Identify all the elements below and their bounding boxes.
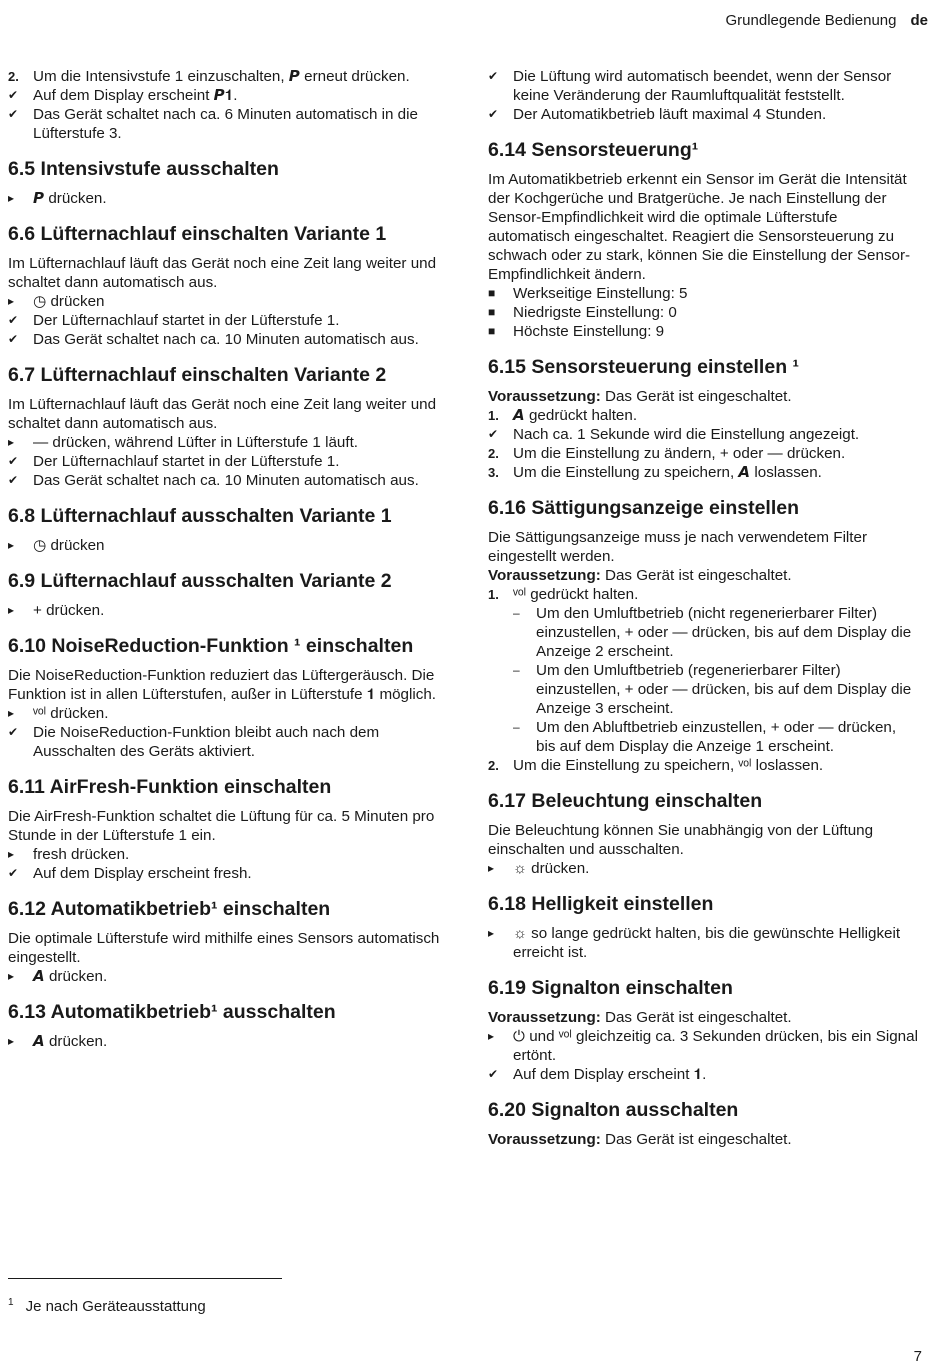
list-item-text: ◷ drücken (33, 293, 105, 310)
bullet-marker: ■ (488, 324, 496, 338)
running-header (726, 11, 929, 30)
section-heading: 6.20 Signalton ausschalten (488, 1099, 739, 1121)
arrow-marker: ▸ (8, 1034, 15, 1048)
list-item (488, 859, 918, 878)
list-item (8, 967, 440, 986)
list-item (8, 723, 440, 761)
list-item (8, 864, 440, 883)
section (488, 892, 918, 962)
list-item-text: Die Lüftung wird automatisch beendet, wenn der Sensor keine Veränderung der Raumluftqualität feststellt. (513, 68, 892, 104)
list-item-text: Höchste Einstellung: 9 (513, 323, 665, 340)
list-item (488, 463, 918, 482)
list-item (488, 444, 918, 463)
left-column (8, 67, 440, 1051)
section (8, 363, 440, 490)
num-marker: 1. (488, 408, 499, 423)
list-item (488, 756, 918, 775)
list-item-text: + drücken. (33, 602, 105, 619)
section (488, 138, 918, 341)
list-item (8, 471, 440, 490)
bullet-marker: ■ (488, 286, 496, 300)
check-marker: ✔ (8, 332, 19, 346)
list-item-text: Um den Umluftbetrieb (regenerierbarer Filter) einzustellen, + oder — drücken, bis auf dem Display die Anzeige 3 erscheint. (536, 662, 912, 717)
section (488, 496, 918, 775)
section (8, 897, 440, 986)
list-item (8, 845, 440, 864)
paragraph: Die optimale Lüfterstufe wird mithilfe eines Sensors automatisch eingestellt. (8, 930, 440, 966)
paragraph: Im Automatikbetrieb erkennt ein Sensor im Gerät die Intensität der Kochgerüche und Bratgerüche. Je nach Einstellung der Sensor-Empfindlichkeit wird die optimale Lüfterstufe automatisch eingeschaltet. Reagiert die Sensorsteuerung zu schwach oder zu stark, können Sie die Einstellung der Sensor-Empfindlichkeit ändern. (488, 171, 911, 283)
list-item (8, 86, 440, 105)
section (488, 789, 918, 878)
num-marker: 2. (488, 446, 499, 461)
list-item-text: Um den Umluftbetrieb (nicht regenerierbarer Filter) einzustellen, + oder — drücken, bis auf dem Display die Anzeige 2 erscheint. (536, 605, 912, 660)
sub-marker: – (513, 720, 520, 734)
num-marker: 2. (8, 69, 19, 84)
section (8, 504, 440, 555)
list-item-text: ᵛᵒˡ drücken. (33, 705, 109, 722)
list-item (488, 67, 918, 105)
check-marker: ✔ (488, 427, 499, 441)
paragraph: Im Lüfternachlauf läuft das Gerät noch eine Zeit lang weiter und schaltet dann automatisch aus. (8, 396, 437, 432)
list-item (488, 105, 918, 124)
list-item (488, 661, 918, 718)
list-item-text: ◷ drücken (33, 537, 105, 554)
section (8, 634, 440, 761)
list-item-text: Die NoiseReduction-Funktion bleibt auch nach dem Ausschalten des Geräts aktiviert. (33, 724, 380, 760)
list-item (8, 536, 440, 555)
prerequisite-text: Das Gerät ist eingeschaltet. (600, 567, 792, 584)
list-item (488, 406, 918, 425)
list-item-text: Um die Intensivstufe 1 einzuschalten, 𝙋 erneut drücken. (33, 68, 410, 85)
list-item (8, 67, 440, 86)
list-item (8, 105, 440, 143)
section (8, 157, 440, 208)
section-heading: 6.13 Automatikbetrieb¹ ausschalten (8, 1001, 336, 1023)
check-marker: ✔ (8, 107, 19, 121)
prerequisite-label: Voraussetzung: (488, 388, 601, 405)
list-item (488, 303, 918, 322)
section-heading: 6.15 Sensorsteuerung einstellen ¹ (488, 356, 800, 378)
list-item-text: — drücken, während Lüfter in Lüfterstufe 1 läuft. (33, 434, 359, 451)
paragraph: Im Lüfternachlauf läuft das Gerät noch eine Zeit lang weiter und schaltet dann automatisch aus. (8, 255, 437, 291)
list-item (8, 601, 440, 620)
prerequisite-label: Voraussetzung: (488, 567, 601, 584)
arrow-marker: ▸ (488, 1029, 495, 1043)
list-item-text: Um die Einstellung zu speichern, ᵛᵒˡ loslassen. (513, 757, 824, 774)
list-item-text: 𝘼 drücken. (33, 1033, 108, 1050)
list-item (8, 433, 440, 452)
page-number: 7 (913, 1348, 922, 1365)
list-item (8, 311, 440, 330)
prerequisite (488, 387, 918, 406)
prerequisite (488, 566, 918, 585)
list-item (8, 189, 440, 208)
arrow-marker: ▸ (8, 706, 15, 720)
prerequisite (488, 1008, 918, 1027)
check-marker: ✔ (488, 69, 499, 83)
section-heading: 6.16 Sättigungsanzeige einstellen (488, 497, 800, 519)
check-marker: ✔ (8, 88, 19, 102)
prerequisite-text: Das Gerät ist eingeschaltet. (600, 1009, 792, 1026)
section (488, 1098, 918, 1149)
sub-marker: – (513, 663, 520, 677)
section-heading: 6.12 Automatikbetrieb¹ einschalten (8, 898, 331, 920)
arrow-marker: ▸ (8, 294, 15, 308)
num-marker: 3. (488, 465, 499, 480)
section-heading: 6.6 Lüfternachlauf einschalten Variante 1 (8, 223, 387, 245)
prerequisite-label: Voraussetzung: (488, 1009, 601, 1026)
list-item (488, 585, 918, 604)
check-marker: ✔ (8, 313, 19, 327)
section (488, 976, 918, 1084)
list-item-text: fresh drücken. (33, 846, 130, 863)
list-item (8, 1032, 440, 1051)
check-marker: ✔ (8, 725, 19, 739)
list-item (488, 718, 918, 756)
prerequisite-label: Voraussetzung: (488, 1131, 601, 1148)
list-item-text: 𝘼 drücken. (33, 968, 108, 985)
arrow-marker: ▸ (8, 969, 15, 983)
section-heading: 6.14 Sensorsteuerung¹ (488, 139, 699, 161)
check-marker: ✔ (8, 866, 19, 880)
list-item-text: Auf dem Display erscheint 𝙋𝟏. (33, 87, 238, 104)
header-section: Grundlegende Bedienung (725, 12, 897, 29)
list-item (8, 704, 440, 723)
list-item-text: ⏻ und ᵛᵒˡ gleichzeitig ca. 3 Sekunden drücken, bis ein Signal ertönt. (513, 1028, 918, 1064)
list-item (488, 1065, 918, 1084)
list-item-text: Auf dem Display erscheint fresh. (33, 865, 252, 882)
check-marker: ✔ (8, 473, 19, 487)
section (8, 222, 440, 349)
list-item-text: ☼ so lange gedrückt halten, bis die gewünschte Helligkeit erreicht ist. (513, 925, 901, 961)
section-heading: 6.8 Lüfternachlauf ausschalten Variante 1 (8, 505, 392, 527)
list-item (488, 284, 918, 303)
list-item (8, 330, 440, 349)
list-item (8, 452, 440, 471)
arrow-marker: ▸ (8, 847, 15, 861)
list-item-text: Das Gerät schaltet nach ca. 10 Minuten automatisch aus. (33, 331, 419, 348)
arrow-marker: ▸ (488, 926, 495, 940)
footnote-divider (8, 1278, 282, 1279)
section-heading: 6.17 Beleuchtung einschalten (488, 790, 763, 812)
arrow-marker: ▸ (8, 538, 15, 552)
list-item (488, 604, 918, 661)
list-item-text: Niedrigste Einstellung: 0 (513, 304, 677, 321)
list-item (488, 425, 918, 444)
list-item-text: Das Gerät schaltet nach ca. 10 Minuten automatisch aus. (33, 472, 419, 489)
arrow-marker: ▸ (488, 861, 495, 875)
list-item (488, 924, 918, 962)
list-item-text: 𝘼 gedrückt halten. (513, 407, 638, 424)
list-item-text: Um den Abluftbetrieb einzustellen, + oder — drücken, bis auf dem Display die Anzeige 1 erscheint. (536, 719, 897, 755)
check-marker: ✔ (488, 107, 499, 121)
sub-marker: – (513, 606, 520, 620)
check-marker: ✔ (8, 454, 19, 468)
list-item-text: Der Lüfternachlauf startet in der Lüfterstufe 1. (33, 453, 340, 470)
section-heading: 6.5 Intensivstufe ausschalten (8, 158, 279, 180)
num-marker: 1. (488, 587, 499, 602)
arrow-marker: ▸ (8, 435, 15, 449)
list-item-text: ᵛᵒˡ gedrückt halten. (513, 586, 639, 603)
section (8, 1000, 440, 1051)
prerequisite-text: Das Gerät ist eingeschaltet. (600, 1131, 792, 1148)
list-item-text: Um die Einstellung zu speichern, 𝘼 loslassen. (513, 464, 822, 481)
list-item (488, 1027, 918, 1065)
list-item (488, 322, 918, 341)
list-item-text: 𝙋 drücken. (33, 190, 107, 207)
list-item-text: Auf dem Display erscheint 𝟏. (513, 1066, 707, 1083)
section-heading: 6.18 Helligkeit einstellen (488, 893, 714, 915)
footnote-text: Je nach Geräteausstattung (25, 1298, 206, 1315)
section-heading: 6.11 AirFresh-Funktion einschalten (8, 776, 332, 798)
section (488, 67, 918, 124)
paragraph: Die Beleuchtung können Sie unabhängig von der Lüftung einschalten und ausschalten. (488, 822, 874, 858)
list-item-text: Werkseitige Einstellung: 5 (513, 285, 688, 302)
paragraph: Die AirFresh-Funktion schaltet die Lüftung für ca. 5 Minuten pro Stunde in der Lüfterstufe 1 ein. (8, 808, 435, 844)
footnote-mark: 1 (8, 1297, 14, 1308)
section (488, 355, 918, 482)
list-item-text: Nach ca. 1 Sekunde wird die Einstellung angezeigt. (513, 426, 860, 443)
prerequisite-text: Das Gerät ist eingeschaltet. (600, 388, 792, 405)
prerequisite (488, 1130, 918, 1149)
section (8, 775, 440, 883)
arrow-marker: ▸ (8, 603, 15, 617)
num-marker: 2. (488, 758, 499, 773)
check-marker: ✔ (488, 1067, 499, 1081)
list-item (8, 292, 440, 311)
section-heading: 6.10 NoiseReduction-Funktion ¹ einschalten (8, 635, 414, 657)
list-item-text: Der Automatikbetrieb läuft maximal 4 Stunden. (513, 106, 827, 123)
section-heading: 6.7 Lüfternachlauf einschalten Variante 2 (8, 364, 387, 386)
list-item-text: Der Lüfternachlauf startet in der Lüfterstufe 1. (33, 312, 340, 329)
section (8, 569, 440, 620)
paragraph: Die Sättigungsanzeige muss je nach verwendetem Filter eingestellt werden. (488, 529, 868, 565)
section (8, 67, 440, 143)
list-item-text: Das Gerät schaltet nach ca. 6 Minuten automatisch in die Lüfterstufe 3. (33, 106, 418, 142)
section-heading: 6.19 Signalton einschalten (488, 977, 733, 999)
list-item-text: Um die Einstellung zu ändern, + oder — drücken. (513, 445, 846, 462)
right-column (488, 67, 918, 1149)
list-item-text: ☼ drücken. (513, 860, 590, 877)
section-heading: 6.9 Lüfternachlauf ausschalten Variante 2 (8, 570, 392, 592)
paragraph: Die NoiseReduction-Funktion reduziert das Lüftergeräusch. Die Funktion ist in allen Lüfterstufen, außer in Lüfterstufe 𝟏 möglich. (8, 667, 437, 703)
arrow-marker: ▸ (8, 191, 15, 205)
header-language: de (910, 12, 928, 29)
bullet-marker: ■ (488, 305, 496, 319)
footnote (8, 1293, 206, 1316)
